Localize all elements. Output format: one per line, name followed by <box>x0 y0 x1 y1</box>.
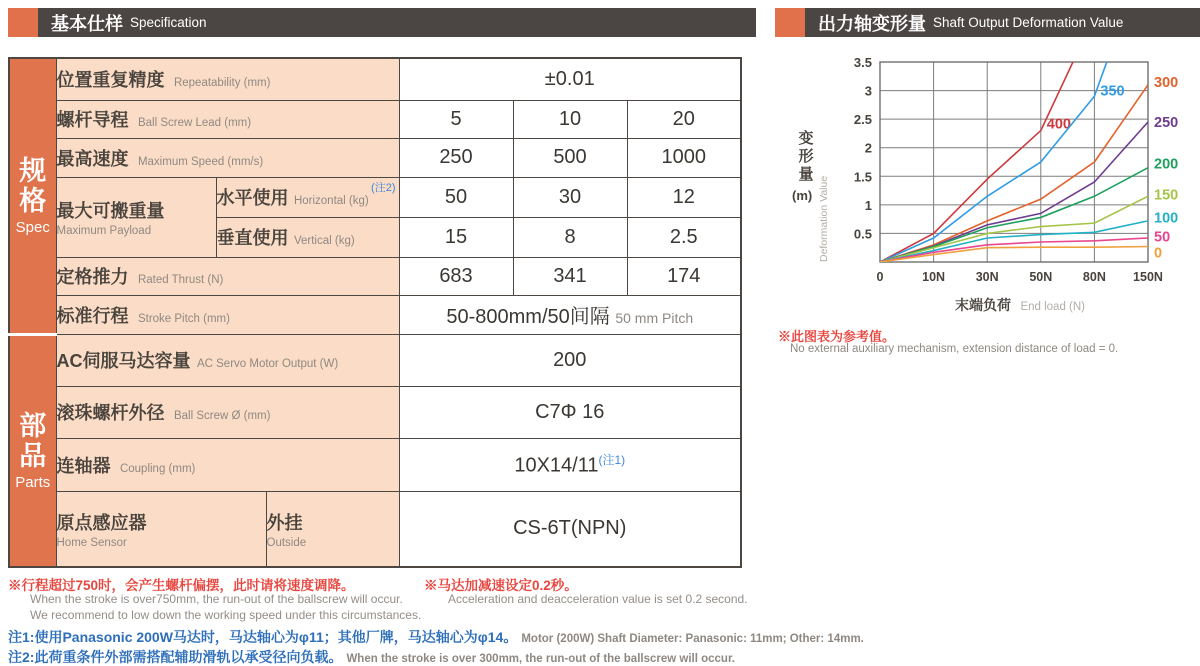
svg-text:250: 250 <box>1154 115 1179 131</box>
row-ball-screw-lead <box>9 100 741 138</box>
svg-text:400: 400 <box>1046 116 1072 133</box>
footnote-2: 注2:此荷重条件外部需搭配辅助滑轨以承受径向负载。 When the stroke is over 300mm, the run-out of the ballscrew will occur. <box>8 649 735 665</box>
series-300 <box>880 85 1148 262</box>
row-payload-horizontal <box>9 177 741 217</box>
y-axis-title-en: Deformation Value <box>818 175 830 262</box>
value-cell: 10 <box>513 100 627 138</box>
svg-text:100: 100 <box>1154 210 1179 227</box>
svg-text:350: 350 <box>1100 83 1125 100</box>
svg-text:0: 0 <box>876 270 884 284</box>
section-label-zh: 规格 <box>19 155 47 216</box>
footnote-accel-zh: ※马达加减速设定0.2秒。 <box>424 578 578 593</box>
chart-plot <box>810 52 1200 290</box>
row-rated-thrust <box>9 257 741 295</box>
value-cell: 50 <box>399 177 513 217</box>
y-axis-title-zh: 变形量 <box>798 130 814 183</box>
footnote-1: 注1:使用Panasonic 200W马达时，马达轴心为φ11；其他厂牌，马达轴心为φ14。 Motor (200W) Shaft Diameter: Panasonic: 11mm; Other: 14mm. <box>8 629 864 645</box>
chart-note-en: No external auxiliary mechanism, extension distance of load = 0. <box>790 343 1119 355</box>
footnote-speed-en2: We recommend to low down the working speed under this circumstances. <box>30 608 422 622</box>
row-coupling <box>9 438 741 491</box>
label-horizontal: (注2) 水平使用 Horizontal (kg) <box>216 177 399 217</box>
chart-note-zh: ※此图表为参考值。 <box>778 329 896 344</box>
header-specification <box>8 8 756 37</box>
svg-text:2: 2 <box>864 140 872 156</box>
value-stroke-pitch: 50-800mm/50间隔 50 mm Pitch <box>399 295 741 334</box>
svg-text:0: 0 <box>1154 245 1163 262</box>
section-label-en: Parts <box>15 473 51 491</box>
value-coupling: $10X14/11^{(注1)}$ <box>399 438 741 491</box>
value-cell: 1000 <box>627 138 741 177</box>
svg-text:30N: 30N <box>975 270 999 284</box>
value-cell: 15 <box>399 217 513 257</box>
row-ball-screw-dia <box>9 386 741 438</box>
value-cell: 8 <box>513 217 627 257</box>
svg-text:150N: 150N <box>1133 270 1163 284</box>
value-cell: 30 <box>513 177 627 217</box>
y-axis-unit: (m) <box>792 188 813 203</box>
orange-accent-square <box>775 8 805 37</box>
value-cell: 341 <box>513 257 627 295</box>
label-vertical: 垂直使用 Vertical (kg) <box>216 217 399 257</box>
label-rated-thrust: 定格推力 Rated Thrust (N) <box>56 257 399 295</box>
section-spec <box>9 58 56 334</box>
value-cell: 683 <box>399 257 513 295</box>
label-outside: 外挂 Outside <box>266 491 399 567</box>
svg-text:1: 1 <box>864 197 872 213</box>
label-ac-servo: AC伺服马达容量 AC Servo Motor Output (W) <box>56 334 399 386</box>
label-max-payload: 最大可搬重量 Maximum Payload <box>56 177 216 257</box>
value-cell: 250 <box>399 138 513 177</box>
svg-text:50: 50 <box>1154 229 1171 246</box>
svg-text:3: 3 <box>864 83 872 99</box>
section-parts <box>9 334 56 567</box>
spec-table <box>8 57 742 568</box>
svg-text:3.5: 3.5 <box>853 55 872 70</box>
value-cell: 12 <box>627 177 741 217</box>
header-title-en: Shaft Output Deformation Value <box>933 15 1124 30</box>
value-home-sensor: CS-6T(NPN) <box>399 491 741 567</box>
svg-text:150: 150 <box>1154 187 1179 204</box>
row-max-speed <box>9 138 741 177</box>
svg-text:2.5: 2.5 <box>853 112 872 128</box>
label-stroke-pitch: 标准行程 Stroke Pitch (mm) <box>56 295 399 334</box>
header-title-en: Specification <box>130 15 207 30</box>
deformation-chart <box>770 52 1200 382</box>
value-cell: 500 <box>513 138 627 177</box>
value-repeatability: ±0.01 <box>399 58 741 100</box>
svg-text:50N: 50N <box>1029 270 1053 284</box>
section-label-en: Spec <box>15 218 50 236</box>
footnote-speed-zh: ※行程超过750时，会产生螺杆偏摆，此时请将速度调降。 <box>8 578 355 593</box>
note1-ref: (注1) <box>598 453 626 468</box>
svg-text:0.5: 0.5 <box>853 226 872 242</box>
row-ac-servo <box>9 334 741 386</box>
label-repeatability: 位置重复精度 Repeatability (mm) <box>56 58 399 100</box>
footnote-speed-en1: When the stroke is over750mm, the run-out of the ballscrew will occur. <box>30 592 403 606</box>
label-ball-screw-lead: 螺杆导程 Ball Screw Lead (mm) <box>56 100 399 138</box>
label-coupling: 连轴器 Coupling (mm) <box>56 438 399 491</box>
row-stroke-pitch <box>9 295 741 334</box>
svg-text:80N: 80N <box>1082 270 1106 284</box>
svg-text:300: 300 <box>1154 75 1179 91</box>
value-cell: 20 <box>627 100 741 138</box>
header-title-zh: 出力轴变形量 <box>818 13 926 34</box>
footnote-accel-en: Acceleration and deacceleration value is set 0.2 second. <box>448 592 748 606</box>
header-title-zh: 基本仕样 <box>51 13 123 34</box>
orange-accent-square <box>8 8 38 37</box>
section-label-zh: 部品 <box>19 410 47 471</box>
value-cell: 2.5 <box>627 217 741 257</box>
value-cell: 5 <box>399 100 513 138</box>
value-ball-screw-dia: C7Φ 16 <box>399 386 741 438</box>
label-max-speed: 最高速度 Maximum Speed (mm/s) <box>56 138 399 177</box>
row-home-sensor <box>9 491 741 567</box>
note2-ref: (注2) <box>371 181 396 194</box>
x-axis-title: 末端负荷 End load (N) <box>954 297 1085 313</box>
svg-text:200: 200 <box>1154 156 1179 173</box>
svg-text:1.5: 1.5 <box>853 169 872 185</box>
header-deformation <box>775 8 1200 37</box>
row-repeatability <box>9 58 741 100</box>
value-ac-servo: 200 <box>399 334 741 386</box>
value-cell: 174 <box>627 257 741 295</box>
label-ball-screw-dia: 滚珠螺杆外径 Ball Screw Ø (mm) <box>56 386 399 438</box>
label-home-sensor: 原点感应器 Home Sensor <box>56 491 266 567</box>
svg-text:10N: 10N <box>922 270 946 284</box>
